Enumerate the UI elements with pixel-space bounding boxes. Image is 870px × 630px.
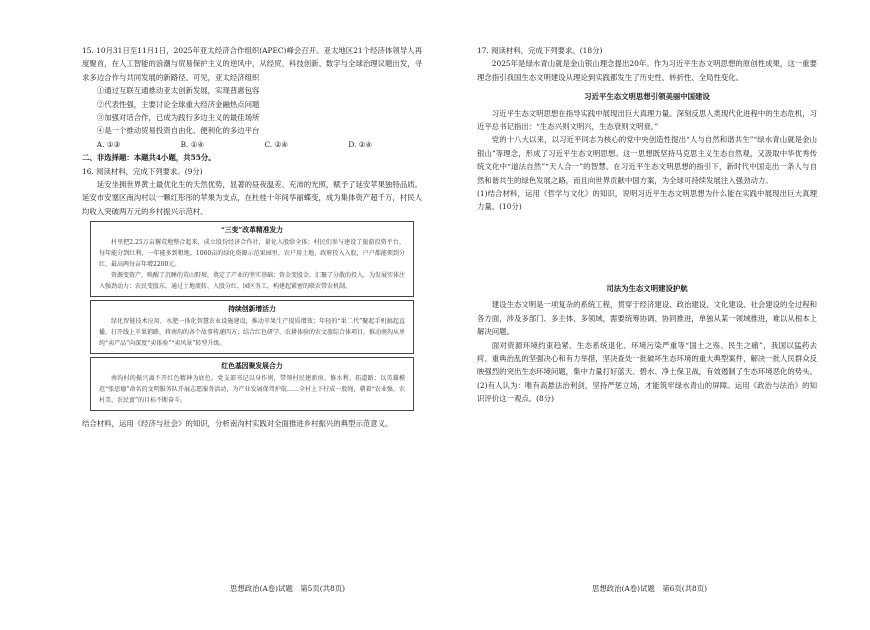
box-paragraph: 南沟村的振兴离不开红色精神为底色。党支部书记以身作则，带领村民建新房、修水利、拓道路；以英雄模范“张思德”命名的文明服务队开展志愿服务活动，为产业发展保驾护航……全村上下拧成一股绳，朝着“农业强、农村美、农民富”的目标不断奋斗。	[99, 375, 405, 405]
q16-intro: 延安坐拥世界黄土最优化生的天然优势，显著的昼夜温差、充沛的光照，赋予了延安苹果独特品质。延安市安塞区南沟村以一颗红彤彤的苹果为支点，在杜桂十年间华丽蝶变，成为集体资产超千万，村民人均收入突破两万元的乡村振兴示范村。	[82, 180, 422, 216]
q16-box-three-changes	[90, 221, 414, 297]
q15-choice-d: D. ②④	[348, 139, 372, 149]
box-title: 红色基因聚发展合力	[221, 362, 283, 371]
right-column	[477, 44, 817, 406]
q16-box-red-gene	[90, 357, 414, 411]
right-page-footer: 思想政治(A卷)试题 第6页(共8页)	[592, 584, 707, 593]
q15-choices	[82, 138, 372, 151]
q15-choice-c: C. ②④	[264, 139, 288, 149]
left-page-footer: 思想政治(A卷)试题 第5页(共8页)	[230, 584, 345, 593]
section-2-heading: 二、非选择题：本题共4小题，共55分。	[82, 153, 216, 163]
q15-choice-b: B. ①④	[180, 139, 204, 149]
q17-heading-2: 司法为生态文明建设护航	[606, 283, 688, 293]
q15-option-2: ②代表性强，主要讨论全球重大经济金融热点问题	[96, 99, 260, 109]
q15-option-3: ③加强对话合作，已成为践行多边主义的最佳场所	[96, 113, 260, 123]
box-title: “三变”改革精准发力	[220, 226, 284, 235]
q15-option-4: ④是一个推动贸易投资自由化、便利化的多边平台	[96, 126, 260, 136]
q17-intro: 2025年是绿水青山就是金山银山理念提出20年。作为习近平生态文明思想的原创性成果，这一重要理念指引我国生态文明建设从理论到实践都发生了历史性、转折性、全局性变化。	[477, 59, 817, 82]
box-paragraph: 村里把2.25万亩撂荒地整合起来，成立股份经济合作社，量化入股给全体；村民们参与建设了旅游投资平台，每年能分到红利，一年能多到租地。1060亩的绿化资源示范果园里，农户用土地、政府投入入股，户户都能领到分红，最高两每亩年增2200元。	[99, 239, 405, 269]
right-page	[435, 0, 870, 630]
q16-question: 结合材料，运用《经济与社会》的知识，分析南沟村实践对全面推进乡村振兴的典型示范意义。	[82, 419, 393, 429]
q15-stem: 15. 10月31日至11月1日，2025年亚太经济合作组织(APEC)峰会召开。亚太地区21个经济体领导人再度聚首，在人工智能的浪潮与贸易保护主义的逆风中，从经贸、科技创新、数字与全球治理议题出发，寻求多边合作与共同发展的新路径。可见，亚太经济组织	[82, 46, 422, 82]
q17-subquestion-2: (2)有人认为：唯有高悬法治利剑，坚持严惩立场，才能筑牢绿水青山的屏障。运用《政治与法治》的知识评价这一观点。(8分)	[477, 380, 817, 404]
q16-box-innovation	[90, 300, 414, 354]
q17-paragraph-1: 习近平生态文明思想在指导实践中展现出巨大真理力量。深刻反思人类现代化进程中的生态危机，习近平总书记指出：“生态兴则文明兴，生态衰则文明衰。”	[477, 108, 817, 132]
left-column	[82, 44, 422, 431]
box-paragraph: 绿化智链技术应用，水肥一体化智慧农业设施建设，推动苹果生产提质增效；年轻的“果二代”聚起手机搞起直播，打开线上苹果销路，将南沟的各个故事传递四方；结合红色研学、农耕体验的农文旅综合体项目，推动南沟从单纯“卖产品”向深度“卖体验”“卖风景”转型升级。	[99, 318, 406, 348]
q17-heading-1: 习近平生态文明思想引领美丽中国建设	[584, 92, 710, 102]
answer-space	[477, 214, 817, 276]
box-paragraph: 资源变资产，唤醒了沉睡的荒山野坡，奠定了产业的坚实基础；资金变股金，汇聚了分散的投入，为发展实体注入强劲动力；农民变股东，通过土地流转、入股分红、园区务工，构建起紧密的联农带农机制。	[99, 272, 406, 291]
q16-stem: 16. 阅读材料，完成下列要求。(9分)	[82, 166, 203, 176]
q15-choice-a: A. ①③	[96, 139, 121, 149]
q17-paragraph-2: 党的十八大以来，以习近平同志为核心的党中央创造性提出“人与自然和谐共生”“绿水青山就是金山银山”等理念，形成了习近平生态文明思想。这一思想既坚持马克思主义生态自然观，又汲取中华优秀传统文化中“道法自然”“天人合一”的智慧。在习近平生态文明思想的指引下，新时代中国走出一条人与自然和谐共生的绿色发展之路，而且向世界贡献中国方案，为全球可持续发展注入强劲动力。	[477, 135, 817, 185]
q15-option-1: ①通过互联互通推动亚太创新发展，实现普惠包容	[96, 86, 260, 96]
q17-subquestion-1: (1)结合材料，运用《哲学与文化》的知识，说明习近平生态文明思想为什么能在实践中展现出巨大真理力量。(10分)	[477, 189, 817, 212]
q17-paragraph-3: 建设生态文明是一项复杂的系统工程，贯穿于经济建设、政治建设、文化建设、社会建设的全过程和各方面，涉及多部门、多主体、多领域，需要统筹协调、协同推进，单独从某一领域推进，难以从根本上解决问题。	[477, 300, 817, 337]
box-title: 持续创新增活力	[228, 305, 276, 314]
q17-stem: 17. 阅读材料，完成下列要求。(18分)	[477, 46, 603, 55]
q17-paragraph-4: 面对资源环境约束趋紧、生态系统退化、环境污染严重等“国土之殇、民生之痛”，我国以猛药去疴、重典治乱的坚强决心和有力举措，坚决查处一批破坏生态环境的重大典型案件，解决一批人民群众反映强烈的突出生态环境问题，集中力量打好蓝天、碧水、净土保卫战，有效遏制了生态环境恶化的势头。	[477, 340, 817, 377]
